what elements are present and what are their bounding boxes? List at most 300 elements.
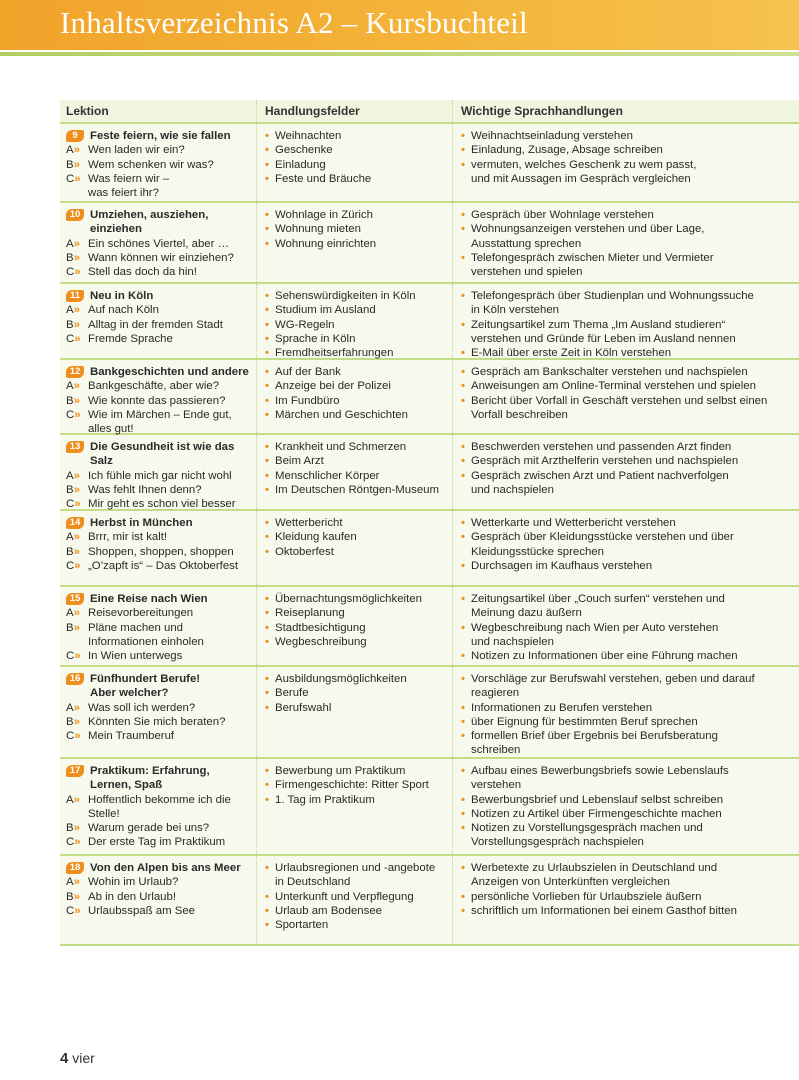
bullet-icon: • [265, 223, 269, 236]
sub-title-line: Alltag in der fremden Stadt [88, 318, 223, 331]
sub-letter: A [66, 380, 74, 393]
field-item [265, 764, 452, 778]
sub-letter: B [66, 545, 74, 558]
field-item-text [275, 793, 375, 807]
bullet-icon: • [461, 517, 465, 529]
field-item-line: 1. Tag im Praktikum [275, 793, 375, 806]
lesson-number-badge: 14 [66, 517, 84, 529]
lesson-number-badge: 13 [66, 441, 84, 453]
lesson-title-line: einziehen [90, 223, 142, 236]
act-item-line: persönliche Vorlieben für Urlaubsziele äußern [471, 890, 702, 903]
act-item-line: formellen Brief über Ergebnis bei Berufsberatung [471, 730, 718, 743]
sub-letter-group [66, 904, 88, 918]
act-item-text [471, 143, 663, 157]
sub-lesson [66, 835, 256, 849]
act-item [461, 365, 795, 379]
sub-letter: B [66, 251, 74, 264]
lesson-title-line: Lernen, Spaß [90, 779, 163, 792]
bullet-icon: • [265, 793, 269, 806]
bullet-icon: • [265, 890, 269, 903]
lesson-title [66, 672, 256, 701]
field-item-line: Feste und Bräuche [275, 172, 372, 185]
act-item-line: Telefongespräch über Studienplan und Wohnungssuche [471, 290, 754, 302]
lesson-title-text [90, 516, 193, 530]
act-item-line: Aufbau eines Bewerbungsbriefs sowie Lebenslaufs [471, 765, 729, 777]
sub-title-line: Was fehlt Ihnen denn? [88, 483, 202, 496]
act-item-line: Notizen zu Vorstellungsgespräch machen und [471, 822, 703, 835]
act-item-text [471, 208, 654, 222]
sub-title [88, 793, 231, 822]
acts-cell [452, 124, 799, 201]
acts-cell [452, 284, 799, 358]
act-item-text [471, 365, 748, 379]
sub-title-line: Was soll ich werden? [88, 701, 196, 714]
bullet-icon: • [461, 730, 465, 743]
field-item [265, 172, 452, 186]
lesson-title [66, 516, 256, 530]
bullet-icon: • [265, 237, 269, 250]
double-chevron-icon: » [73, 251, 80, 264]
sub-lesson [66, 621, 256, 650]
double-chevron-icon: » [74, 650, 81, 663]
act-item-line: Wegbeschreibung nach Wien per Auto verstehen [471, 621, 719, 634]
bullet-icon: • [265, 318, 269, 331]
field-item-text [275, 318, 335, 332]
field-item [265, 208, 452, 222]
bullet-icon: • [265, 765, 269, 777]
act-item [461, 672, 795, 701]
lesson-title [66, 289, 256, 303]
sub-letter: C [66, 172, 75, 185]
sub-title-line: Brrr, mir ist kalt! [88, 531, 168, 544]
sub-letter-group [66, 821, 88, 835]
sub-title-line: Mir geht es schon viel besser [88, 498, 236, 511]
field-item-line: Berufswahl [275, 701, 332, 714]
act-item-text [471, 861, 717, 890]
act-item-line: Vorstellungsgespräch nachspielen [471, 836, 644, 849]
sub-title-line: Wen laden wir ein? [88, 144, 185, 157]
act-item-line: Anzeigen von Unterkünften vergleichen [471, 876, 670, 889]
field-item-text [275, 635, 367, 649]
bullet-icon: • [265, 517, 269, 529]
fields-cell [256, 435, 452, 509]
sub-lesson [66, 265, 256, 279]
act-item-line: Bericht über Vorfall in Geschäft verstehen und selbst einen [471, 394, 768, 407]
lesson-title-line: Praktikum: Erfahrung, [90, 765, 210, 777]
sub-letter: C [66, 730, 75, 743]
bullet-icon: • [265, 904, 269, 917]
sub-title [88, 143, 185, 157]
field-item-line: Anzeige bei der Polizei [275, 380, 391, 393]
bullet-icon: • [265, 380, 269, 393]
sub-letter: C [66, 904, 75, 917]
field-item-text [275, 606, 345, 620]
field-item-line: Bewerbung um Praktikum [275, 765, 406, 777]
act-item-text [471, 592, 725, 621]
act-item-line: Notizen zu Informationen über eine Führung machen [471, 650, 738, 663]
header-sprachhandlungen: Wichtige Sprachhandlungen [452, 100, 799, 122]
field-item-line: Firmengeschichte: Ritter Sport [275, 779, 429, 792]
field-item [265, 365, 452, 379]
field-item [265, 904, 452, 918]
lesson-title [66, 592, 256, 606]
page-footer [60, 1050, 95, 1067]
bullet-icon: • [265, 130, 269, 142]
act-item-text [471, 454, 738, 468]
sub-letter: B [66, 822, 74, 835]
act-item-line: und nachspielen [471, 635, 554, 648]
field-item-text [275, 904, 382, 918]
field-item-line: Märchen und Geschichten [275, 408, 408, 421]
sub-letter: A [66, 876, 74, 889]
lesson-title-line: Neu in Köln [90, 290, 154, 302]
act-item-line: Durchsagen im Kaufhaus verstehen [471, 559, 653, 572]
act-item-text [471, 764, 729, 793]
act-item-text [471, 346, 671, 360]
bullet-icon: • [265, 304, 269, 317]
sub-title-line: Mein Traumberuf [88, 730, 175, 743]
acts-cell [452, 587, 799, 665]
act-item-text [471, 729, 718, 758]
sub-letter-group [66, 545, 88, 559]
table-row [60, 667, 799, 759]
fields-cell [256, 856, 452, 944]
lesson-number-badge: 18 [66, 862, 84, 874]
field-item [265, 440, 452, 454]
sub-title [88, 835, 225, 849]
sub-lesson [66, 303, 256, 317]
field-item-text [275, 454, 324, 468]
field-item-line: Weihnachten [275, 130, 342, 142]
double-chevron-icon: » [73, 607, 80, 620]
table-row [60, 284, 799, 360]
bullet-icon: • [265, 635, 269, 648]
sub-letter-group [66, 469, 88, 483]
act-item-text [471, 904, 737, 918]
sub-letter-group [66, 835, 88, 849]
bullet-icon: • [461, 130, 465, 142]
sub-letter-group [66, 237, 88, 251]
lesson-title [66, 365, 256, 379]
fields-cell [256, 759, 452, 854]
field-item [265, 379, 452, 393]
sub-letter: B [66, 158, 74, 171]
lesson-title-line: Umziehen, ausziehen, [90, 209, 209, 221]
lesson-title-line: Bankgeschichten und andere [90, 366, 249, 378]
act-item-line: reagieren [471, 687, 520, 700]
act-item-line: Wetterkarte und Wetterbericht verstehen [471, 517, 676, 529]
sub-letter: C [66, 650, 75, 663]
table-row [60, 124, 799, 203]
double-chevron-icon: » [73, 876, 80, 889]
sub-title-line: Ich fühle mich gar nicht wohl [88, 469, 232, 482]
field-item-text [275, 890, 414, 904]
lesson-title-text [90, 365, 249, 379]
sub-letter: A [66, 237, 74, 250]
acts-cell [452, 511, 799, 585]
sub-title-line: Stelle! [88, 807, 120, 820]
lesson-number-badge: 16 [66, 673, 84, 685]
act-item [461, 208, 795, 222]
act-item [461, 729, 795, 758]
sub-title-line: „O’zapft is“ – Das Oktoberfest [88, 559, 239, 572]
act-item-line: Gespräch zwischen Arzt und Patient nachverfolgen [471, 469, 729, 482]
sub-lesson [66, 143, 256, 157]
field-item-line: Sehenswürdigkeiten in Köln [275, 290, 416, 302]
sub-title-line: Warum gerade bei uns? [88, 822, 210, 835]
bullet-icon: • [265, 779, 269, 792]
lesson-number-badge: 17 [66, 765, 84, 777]
act-item-text [471, 701, 652, 715]
field-item-line: Unterkunft und Verpflegung [275, 890, 414, 903]
sub-letter: A [66, 701, 74, 714]
field-item-text [275, 621, 366, 635]
act-item-line: Einladung, Zusage, Absage schreiben [471, 144, 663, 157]
sub-letter-group [66, 875, 88, 889]
bullet-icon: • [461, 290, 465, 302]
lesson-title-text [90, 129, 231, 143]
act-item-line: schreiben [471, 744, 521, 757]
field-item [265, 318, 452, 332]
sub-lesson [66, 251, 256, 265]
sub-letter: A [66, 144, 74, 157]
sub-letter: B [66, 394, 74, 407]
fields-cell [256, 511, 452, 585]
act-item [461, 621, 795, 650]
act-item [461, 592, 795, 621]
sub-title [88, 497, 236, 511]
fields-cell [256, 667, 452, 757]
sub-title [88, 729, 174, 743]
field-item-text [275, 143, 333, 157]
act-item-line: verstehen und Gründe für Leben im Ausland nennen [471, 332, 736, 345]
bullet-icon: • [461, 223, 465, 236]
act-item-line: Informationen zu Berufen verstehen [471, 701, 653, 714]
act-item [461, 861, 795, 890]
field-item-line: Urlaub am Bodensee [275, 904, 383, 917]
lesson-title [66, 861, 256, 875]
fields-cell [256, 203, 452, 282]
field-item [265, 530, 452, 544]
bullet-icon: • [461, 793, 465, 806]
bullet-icon: • [265, 158, 269, 171]
act-item [461, 904, 795, 918]
act-item-line: verstehen [471, 779, 522, 792]
act-item-line: Bewerbungsbrief und Lebenslauf selbst schreiben [471, 793, 724, 806]
table-row [60, 511, 799, 587]
sub-letter: B [66, 318, 74, 331]
field-item-text [275, 222, 361, 236]
double-chevron-icon: » [73, 545, 80, 558]
sub-lesson [66, 530, 256, 544]
field-item-text [275, 778, 429, 792]
sub-letter-group [66, 621, 88, 650]
sub-letter: A [66, 469, 74, 482]
field-item [265, 635, 452, 649]
sub-title [88, 469, 232, 483]
bullet-icon: • [265, 347, 269, 360]
sub-title-line: alles gut! [88, 423, 134, 436]
act-item-text [471, 821, 703, 850]
sub-title [88, 649, 182, 663]
sub-title [88, 904, 195, 918]
bullet-icon: • [461, 394, 465, 407]
double-chevron-icon: » [73, 701, 80, 714]
sub-title [88, 530, 167, 544]
bullet-icon: • [461, 904, 465, 917]
sub-letter: B [66, 621, 74, 634]
table-header [60, 100, 799, 124]
page-title: Inhaltsverzeichnis A2 – Kursbuchteil [60, 5, 528, 40]
sub-letter-group [66, 729, 88, 743]
lesson-number-badge: 12 [66, 366, 84, 378]
lesson-number-badge: 10 [66, 209, 84, 221]
lesson-title [66, 208, 256, 237]
act-item-line: Zeitungsartikel zum Thema „Im Ausland studieren“ [471, 318, 726, 331]
sub-title-line: Wem schenken wir was? [88, 158, 214, 171]
double-chevron-icon: » [73, 304, 80, 317]
field-item-text [275, 592, 422, 606]
lesson-title-text [90, 440, 256, 469]
lesson-cell [60, 587, 256, 665]
sub-letter: C [66, 332, 75, 345]
sub-title-line: Der erste Tag im Praktikum [88, 836, 226, 849]
bullet-icon: • [265, 394, 269, 407]
field-item-text [275, 289, 416, 303]
sub-letter: C [66, 559, 75, 572]
act-item-text [471, 530, 734, 559]
header-handlungsfelder: Handlungsfelder [256, 100, 452, 122]
act-item [461, 530, 795, 559]
sub-letter-group [66, 303, 88, 317]
act-item [461, 559, 795, 573]
double-chevron-icon: » [73, 890, 80, 903]
act-item-text [471, 649, 738, 663]
field-item [265, 469, 452, 483]
field-item-line: Menschlicher Körper [275, 469, 380, 482]
sub-lesson [66, 606, 256, 620]
act-item [461, 469, 795, 498]
act-item-line: und mit Aussagen im Gespräch vergleichen [471, 172, 691, 185]
sub-lesson [66, 890, 256, 904]
act-item-line: E-Mail über erste Zeit in Köln verstehen [471, 347, 672, 360]
act-item [461, 289, 795, 318]
act-item-text [471, 807, 722, 821]
bullet-icon: • [265, 673, 269, 685]
field-item-text [275, 701, 331, 715]
bullet-icon: • [265, 332, 269, 345]
act-item-line: Gespräch über Wohnlage verstehen [471, 209, 654, 221]
sub-title [88, 483, 202, 497]
bullet-icon: • [265, 483, 269, 496]
sub-letter-group [66, 483, 88, 497]
field-item-line: Sportarten [275, 919, 329, 932]
double-chevron-icon: » [74, 172, 81, 185]
bullet-icon: • [265, 545, 269, 558]
sub-title-line: Shoppen, shoppen, shoppen [88, 545, 234, 558]
field-item-line: Studium im Ausland [275, 304, 376, 317]
sub-title-line: Ein schönes Viertel, aber … [88, 237, 229, 250]
lesson-cell [60, 511, 256, 585]
bullet-icon: • [461, 701, 465, 714]
sub-lesson [66, 469, 256, 483]
bullet-icon: • [461, 158, 465, 171]
field-item-text [275, 545, 334, 559]
sub-title-line: Reisevorbereitungen [88, 607, 194, 620]
sub-title-line: Urlaubsspaß am See [88, 904, 195, 917]
double-chevron-icon: » [73, 531, 80, 544]
acts-cell [452, 203, 799, 282]
sub-letter-group [66, 158, 88, 172]
act-item [461, 890, 795, 904]
act-item-line: Wohnungsanzeigen verstehen und über Lage, [471, 223, 705, 236]
double-chevron-icon: » [74, 266, 81, 279]
lesson-cell [60, 435, 256, 509]
act-item-line: Meinung dazu äußern [471, 607, 582, 620]
field-item-text [275, 129, 341, 143]
sub-lesson [66, 875, 256, 889]
lesson-title-text [90, 208, 208, 237]
field-item [265, 516, 452, 530]
field-item-text [275, 686, 309, 700]
act-item-text [471, 394, 767, 423]
act-item [461, 129, 795, 143]
field-item-line: Wegbeschreibung [275, 635, 367, 648]
bullet-icon: • [265, 621, 269, 634]
field-item-line: Geschenke [275, 144, 333, 157]
act-item-text [471, 440, 731, 454]
act-item [461, 701, 795, 715]
act-item-text [471, 158, 696, 187]
header-lektion: Lektion [66, 104, 109, 118]
act-item-text [471, 251, 714, 280]
act-item-text [471, 318, 736, 347]
sub-title [88, 408, 232, 437]
field-item-text [275, 764, 405, 778]
act-item [461, 649, 795, 663]
bullet-icon: • [461, 822, 465, 835]
table-row [60, 435, 799, 511]
bullet-icon: • [265, 455, 269, 468]
lesson-title-line: Von den Alpen bis ans Meer [90, 862, 241, 874]
sub-lesson [66, 497, 256, 511]
sub-lesson [66, 729, 256, 743]
bullet-icon: • [461, 469, 465, 482]
act-item-line: Werbetexte zu Urlaubszielen in Deutschland und [471, 862, 718, 874]
bullet-icon: • [461, 621, 465, 634]
lesson-title-text [90, 672, 200, 701]
sub-lesson [66, 793, 256, 822]
sub-letter-group [66, 251, 88, 265]
table-row [60, 360, 799, 435]
sub-title-line: Was feiern wir – [88, 172, 170, 185]
sub-lesson [66, 483, 256, 497]
sub-title [88, 303, 159, 317]
act-item-text [471, 715, 698, 729]
sub-title [88, 875, 178, 889]
lesson-title-text [90, 289, 153, 303]
field-item-line: in Deutschland [275, 876, 351, 889]
bullet-icon: • [461, 807, 465, 820]
acts-cell [452, 759, 799, 854]
lesson-cell [60, 124, 256, 201]
acts-cell [452, 856, 799, 944]
field-item-line: Wohnlage in Zürich [275, 209, 373, 221]
sub-title [88, 318, 223, 332]
bullet-icon: • [265, 209, 269, 221]
bullet-icon: • [265, 531, 269, 544]
bullet-icon: • [461, 455, 465, 468]
